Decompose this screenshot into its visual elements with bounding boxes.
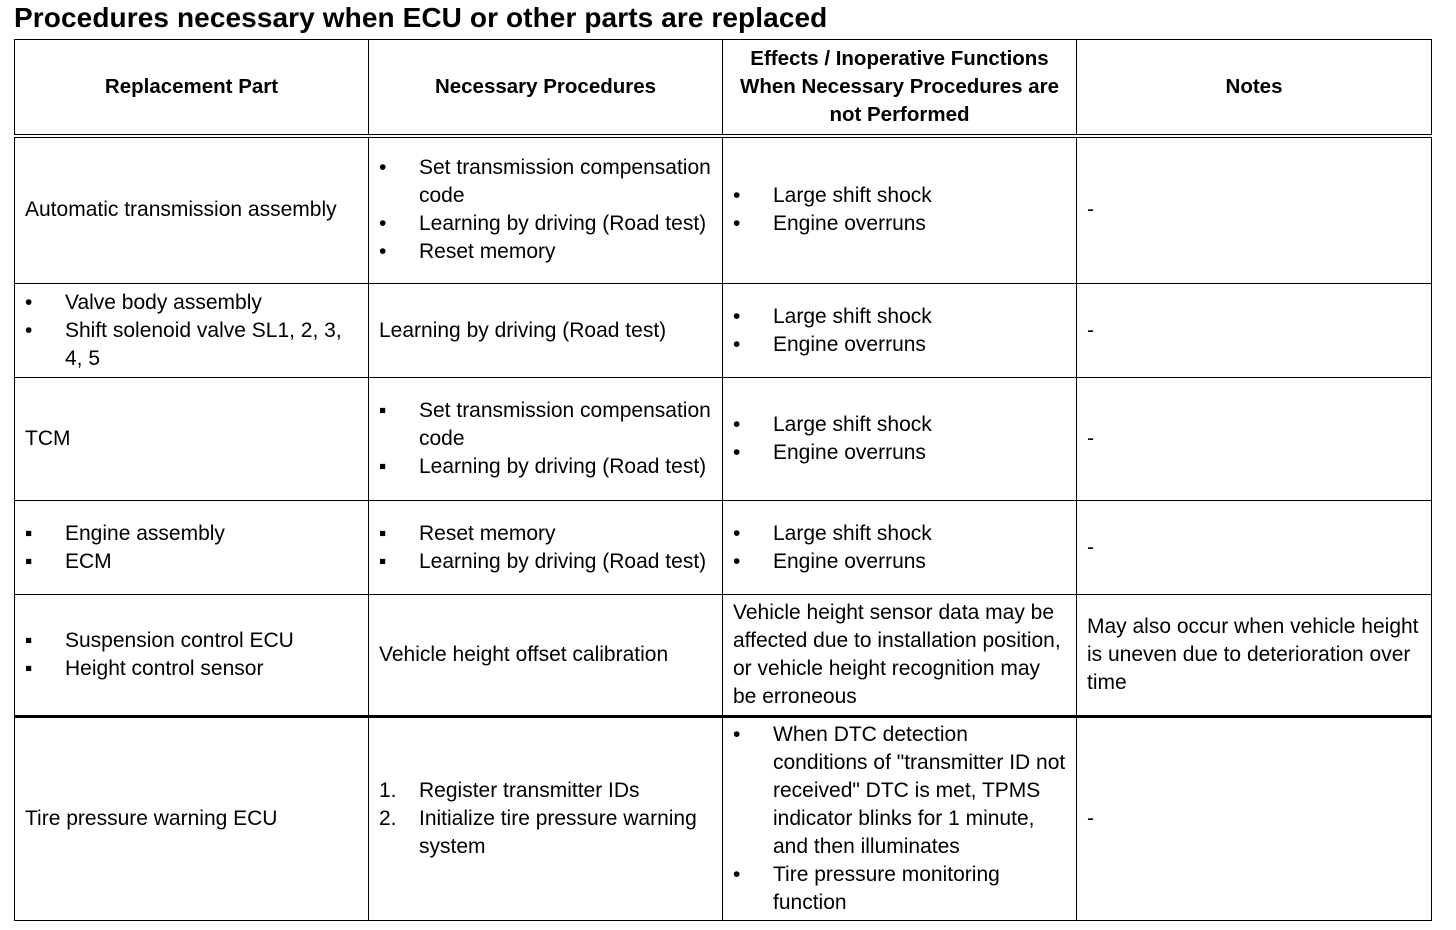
parts-list — [25, 520, 358, 576]
part-cell — [15, 284, 369, 378]
list-item: • Engine overruns — [733, 331, 1066, 359]
part-cell — [15, 501, 369, 595]
list-item: ▪ Learning by driving (Road test) — [379, 453, 712, 481]
notes-cell: - — [1077, 378, 1432, 501]
list-item — [379, 805, 712, 861]
list-item: • Engine overruns — [733, 439, 1066, 467]
notes-cell: - — [1077, 501, 1432, 595]
list-item: • Engine overruns — [733, 210, 1066, 238]
step-text: Initialize tire pressure warning system — [419, 807, 697, 858]
effects-list — [733, 411, 1066, 467]
procedures-cell — [369, 136, 723, 284]
list-item: • Learning by driving (Road test) — [379, 210, 712, 238]
effects-list — [733, 303, 1066, 359]
procedures-list — [379, 520, 712, 576]
list-item: • Set transmission compensation code — [379, 154, 712, 210]
procedures-cell: Vehicle height offset calibration — [369, 595, 723, 717]
table-row — [15, 595, 1432, 717]
procedures-cell — [369, 501, 723, 595]
list-item: ▪ Engine assembly — [25, 520, 358, 548]
list-item: • Large shift shock — [733, 303, 1066, 331]
notes-cell: May also occur when vehicle height is uneven due to deterioration over time — [1077, 595, 1432, 717]
list-item: • Engine overruns — [733, 548, 1066, 576]
table-row — [15, 284, 1432, 378]
effects-cell — [723, 378, 1077, 501]
list-item: • Reset memory — [379, 238, 712, 266]
step-text: Register transmitter IDs — [419, 779, 640, 802]
procedures-list — [379, 397, 712, 481]
parts-list — [25, 289, 358, 373]
effects-cell — [723, 284, 1077, 378]
effects-cell — [723, 717, 1077, 921]
page-title: Procedures necessary when ECU or other parts are replaced — [14, 2, 828, 33]
step-number: 1. — [379, 779, 397, 802]
list-item: ▪ Learning by driving (Road test) — [379, 548, 712, 576]
list-item — [379, 777, 712, 805]
effects-list — [733, 520, 1066, 576]
part-cell: TCM — [15, 378, 369, 501]
table-row — [15, 717, 1432, 921]
procedures-table — [14, 39, 1432, 921]
notes-cell: - — [1077, 136, 1432, 284]
list-item: ▪ Reset memory — [379, 520, 712, 548]
list-item: ▪ Suspension control ECU — [25, 627, 358, 655]
procedures-cell — [369, 717, 723, 921]
header-replacement-part: Replacement Part — [15, 40, 369, 136]
list-item: • Large shift shock — [733, 182, 1066, 210]
procedures-list — [379, 154, 712, 266]
parts-list — [25, 627, 358, 683]
notes-cell: - — [1077, 717, 1432, 921]
table-header-row — [15, 40, 1432, 136]
notes-cell: - — [1077, 284, 1432, 378]
list-item: • Valve body assembly — [25, 289, 358, 317]
effects-cell — [723, 501, 1077, 595]
table-row — [15, 378, 1432, 501]
procedures-cell: Learning by driving (Road test) — [369, 284, 723, 378]
list-item: • Large shift shock — [733, 520, 1066, 548]
header-necessary-procedures: Necessary Procedures — [369, 40, 723, 136]
table-row — [15, 136, 1432, 284]
list-item: • Shift solenoid valve SL1, 2, 3, 4, 5 — [25, 317, 358, 373]
table-row — [15, 501, 1432, 595]
step-number: 2. — [379, 807, 397, 830]
list-item: • Large shift shock — [733, 411, 1066, 439]
header-notes: Notes — [1077, 40, 1432, 136]
effects-list — [733, 721, 1066, 917]
list-item: • When DTC detection conditions of "transmitter ID not received" DTC is met, TPMS indicator blinks for 1 minute, and then illuminates — [733, 721, 1066, 861]
part-cell: Tire pressure warning ECU — [15, 717, 369, 921]
list-item: ▪ ECM — [25, 548, 358, 576]
effects-cell — [723, 136, 1077, 284]
list-item: ▪ Height control sensor — [25, 655, 358, 683]
part-cell — [15, 595, 369, 717]
effects-list — [733, 182, 1066, 238]
effects-cell: Vehicle height sensor data may be affected due to installation position, or vehicle height recognition may be erroneous — [723, 595, 1077, 717]
list-item: ▪ Set transmission compensation code — [379, 397, 712, 453]
procedures-cell — [369, 378, 723, 501]
header-effects: Effects / Inoperative Functions When Necessary Procedures are not Performed — [723, 40, 1077, 136]
part-cell: Automatic transmission assembly — [15, 136, 369, 284]
procedures-numbered-list — [379, 777, 712, 861]
list-item: • Tire pressure monitoring function — [733, 861, 1066, 917]
